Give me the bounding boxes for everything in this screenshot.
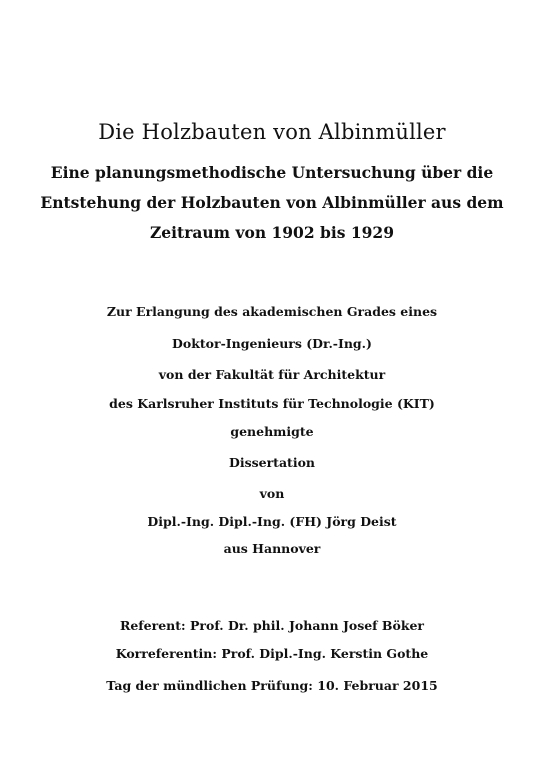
document-title: Die Holzbauten von Albinmüller xyxy=(98,120,446,144)
author-line: Dipl.-Ing. Dipl.-Ing. (FH) Jörg Deist xyxy=(147,514,397,529)
von-line: von xyxy=(259,486,285,501)
degree-line-1: Zur Erlangung des akademischen Grades eines xyxy=(106,304,438,319)
institute-line: des Karlsruher Instituts für Technologie (KIT) xyxy=(109,396,435,411)
subtitle-line-1: Eine planungsmethodische Untersuchung über die xyxy=(50,163,494,182)
subtitle-line-2: Entstehung der Holzbauten von Albinmüller aus dem xyxy=(40,193,504,212)
faculty-line: von der Fakultät für Architektur xyxy=(158,367,386,382)
approved-line: genehmigte xyxy=(230,424,314,439)
degree-line-2: Doktor-Ingenieurs (Dr.-Ing.) xyxy=(172,336,372,351)
coreferee-line: Korreferentin: Prof. Dipl.-Ing. Kerstin Gothe xyxy=(115,646,429,661)
exam-date-line: Tag der mündlichen Prüfung: 10. Februar 2015 xyxy=(106,678,438,693)
dissertation-line: Dissertation xyxy=(228,455,316,470)
referee-line: Referent: Prof. Dr. phil. Johann Josef Böker xyxy=(119,618,425,633)
subtitle-line-3: Zeitraum von 1902 bis 1929 xyxy=(149,223,395,242)
origin-line: aus Hannover xyxy=(223,541,321,556)
